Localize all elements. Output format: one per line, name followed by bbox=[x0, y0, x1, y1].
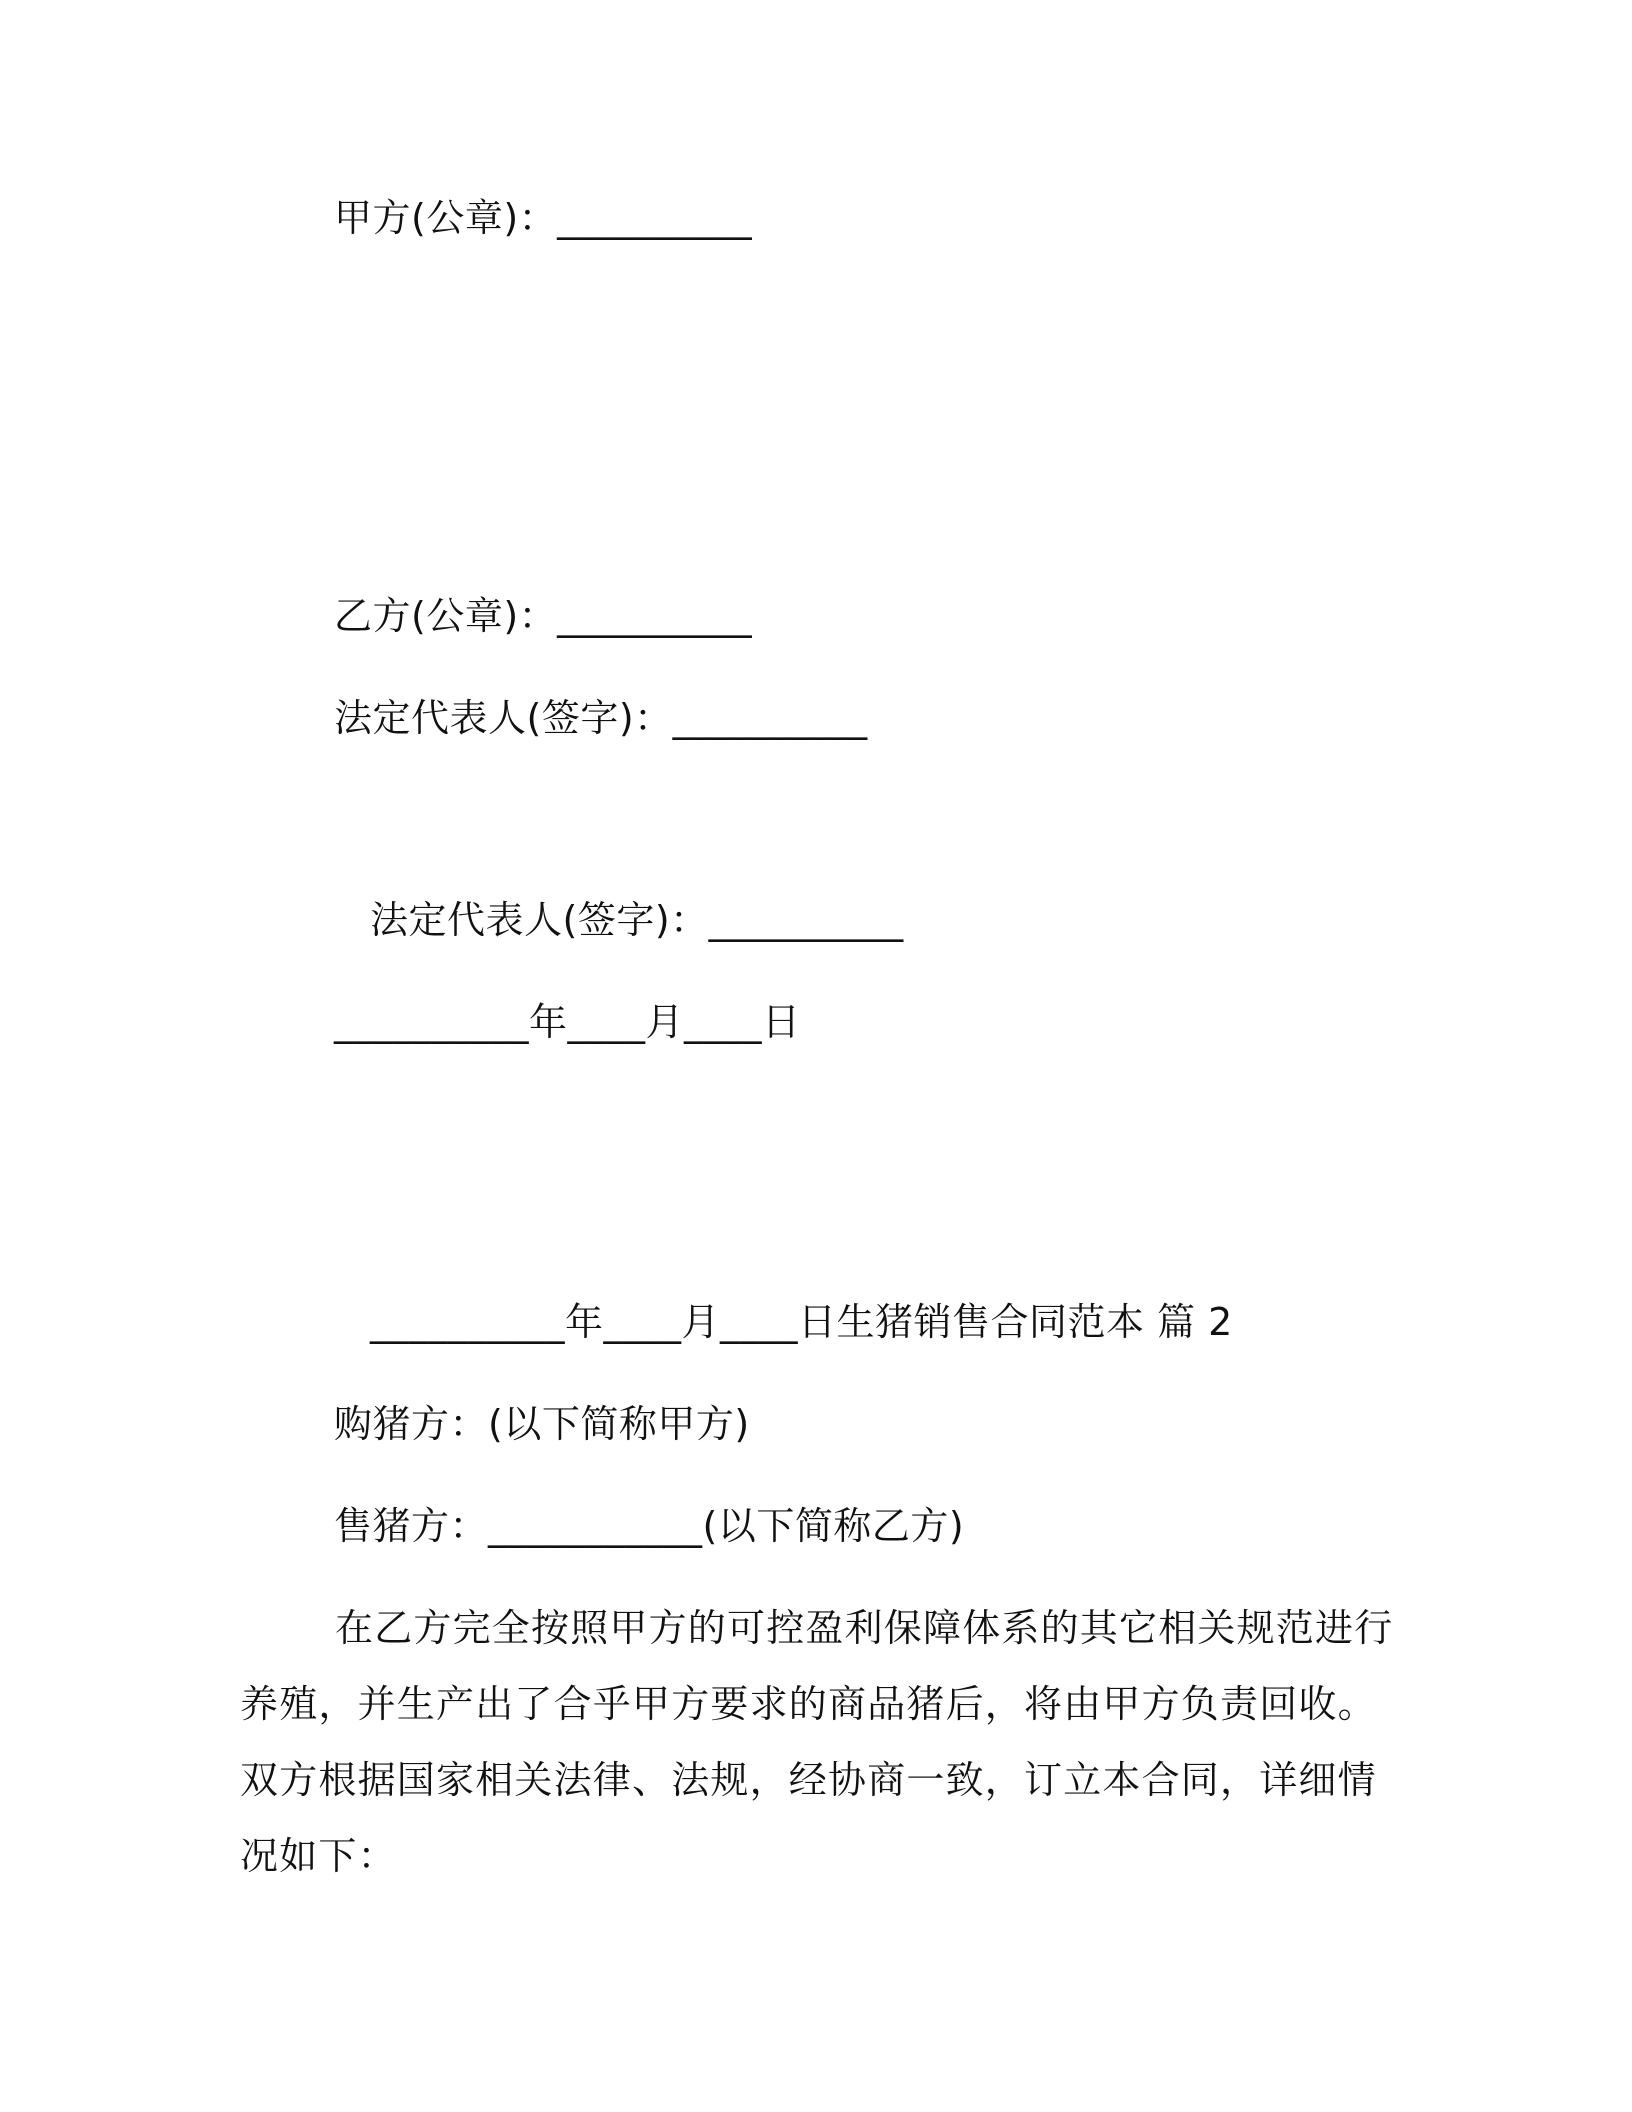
section-title: __________年____月____日生猪销售合同范本 篇 2 bbox=[370, 1300, 1233, 1344]
legal-representative-signature-line-2: 法定代表人(签字)：__________ bbox=[370, 898, 904, 942]
date-line: __________年____月____日 bbox=[334, 1000, 801, 1044]
legal-representative-signature-line: 法定代表人(签字)：__________ bbox=[334, 696, 868, 740]
buyer-line: 购猪方：(以下简称甲方) bbox=[334, 1402, 750, 1446]
seller-line: 售猪方：___________(以下简称乙方) bbox=[334, 1504, 965, 1548]
party-a-seal-line: 甲方(公章)：__________ bbox=[334, 196, 753, 240]
contract-intro-paragraph: 在乙方完全按照甲方的可控盈利保障体系的其它相关规范进行养殖，并生产出了合乎甲方要求的商品猪后，将由甲方负责回收。双方根据国家相关法律、法规，经协商一致，订立本合同，详细情况如下： bbox=[240, 1606, 1394, 1878]
party-b-seal-line: 乙方(公章)：__________ bbox=[334, 594, 753, 638]
